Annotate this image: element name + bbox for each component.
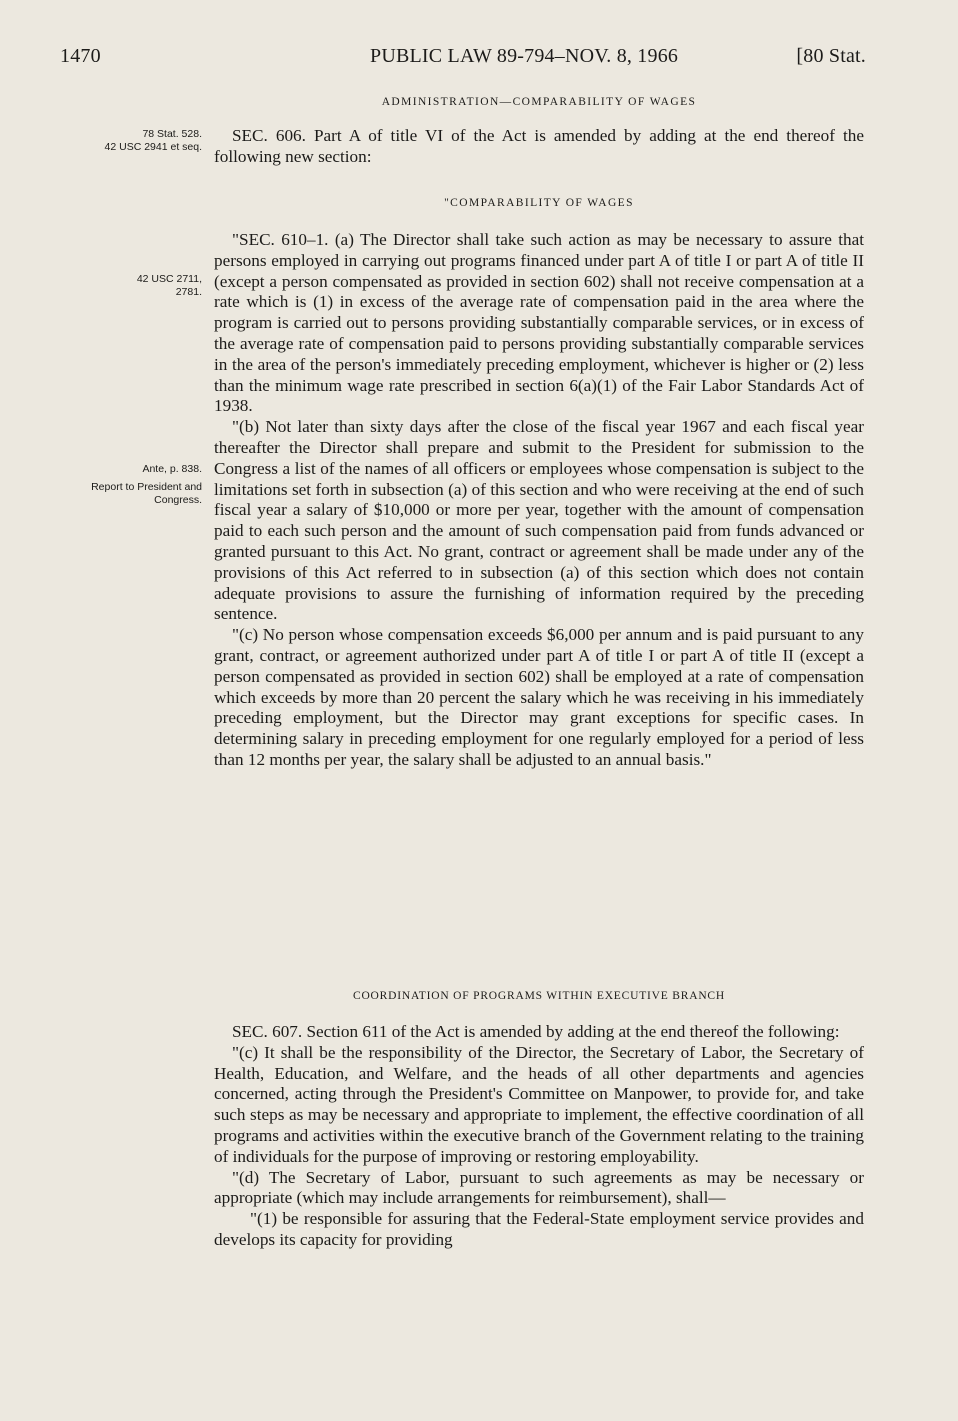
section-caption-administration: ADMINISTRATION—COMPARABILITY OF WAGES xyxy=(381,96,697,108)
section-607-block xyxy=(214,1022,864,1251)
section-caption-comparability: "COMPARABILITY OF WAGES xyxy=(444,197,634,209)
page-number: 1470 xyxy=(60,45,101,67)
running-title: PUBLIC LAW 89-794–NOV. 8, 1966 xyxy=(370,45,679,67)
section-610-c-text: "(c) No person whose compensation exceeds $6,000 per annum and is paid pursuant to any grant, contract, or agreement authorized under part A of title I or part A of title II (except a person compensated as provided in section 602) shall be employed at a rate of compensation which exceeds by more than 20 percent the salary which he was receiving in his immediately preceding employment, but the Director may grant exceptions for specific cases. In determining salary in preceding employment for one regularly employed for a period of less than 12 months per year, the salary shall be adjusted to an annual basis." xyxy=(214,625,864,769)
section-606-block xyxy=(214,126,864,168)
margin-note-report: Report to President and Congress. xyxy=(91,481,202,506)
section-607-d-text: "(d) The Secretary of Labor, pursuant to such agreements as may be necessary or appropriate (which may include arrangements for reimbursement), shall— xyxy=(214,1167,864,1208)
section-caption-coordination: COORDINATION OF PROGRAMS WITHIN EXECUTIVE BRANCH xyxy=(352,990,725,1002)
section-610-block xyxy=(214,230,864,771)
volume-reference: [80 Stat. xyxy=(796,45,866,67)
section-607-c-text: "(c) It shall be the responsibility of the Director, the Secretary of Labor, the Secretary of Health, Education, and Welfare, and the heads of all other departments and agencies concerned, acting through the President's Committee on Manpower, to provide for, and take such steps as may be necessary and appropriate to implement, the effective coordination of all programs and activities within the executive branch of the Government relating to the training of individuals for the purpose of improving or restoring employability. xyxy=(214,1042,864,1166)
section-607-d1-text: "(1) be responsible for assuring that the Federal-State employment service provides and develops its capacity for providing xyxy=(214,1209,864,1249)
section-607-text: SEC. 607. Section 611 of the Act is amended by adding at the end thereof the following: xyxy=(232,1022,840,1041)
margin-note-ante: Ante, p. 838. xyxy=(142,463,202,475)
section-610-a-text: "SEC. 610–1. (a) The Director shall take such action as may be necessary to assure that persons employed in carrying out programs financed under part A of title I or part A of title II (except a person compensated as provided in section 602) shall not receive compensation at a rate which is (1) in excess of the average rate of compensation paid in the area where the program is carried out to persons providing substantially comparable services, or in excess of the average rate of compensation paid to persons providing substantially comparable services in the area of the person's immediately preceding employment, whichever is higher or (2) less than the minimum wage rate prescribed in section 6(a)(1) of the Fair Labor Standards Act of 1938. xyxy=(214,230,864,416)
margin-note-stat-528: 78 Stat. 528. 42 USC 2941 et seq. xyxy=(104,128,202,153)
page-header xyxy=(60,45,866,75)
section-606-text: SEC. 606. Part A of title VI of the Act is amended by adding at the end thereof the following new section: xyxy=(214,126,864,166)
margin-note-42-usc-2711: 42 USC 2711, 2781. xyxy=(136,273,202,298)
section-610-b-text: "(b) Not later than sixty days after the close of the fiscal year 1967 and each fiscal year thereafter the Director shall prepare and submit to the President for submission to the Congress a list of the names of all officers or employees whose compensation is subject to the limitations set forth in subsection (a) of this section and who were receiving at the end of such fiscal year a salary of $10,000 or more per year, together with the amount of compensation paid to each such person and the amount of such compensation paid from funds advanced or granted pursuant to this Act. No grant, contract or agreement shall be made under any of the provisions of this Act referred to in subsection (a) of this section which does not contain adequate provisions to assure the furnishing of information required by the preceding sentence. xyxy=(214,417,864,624)
